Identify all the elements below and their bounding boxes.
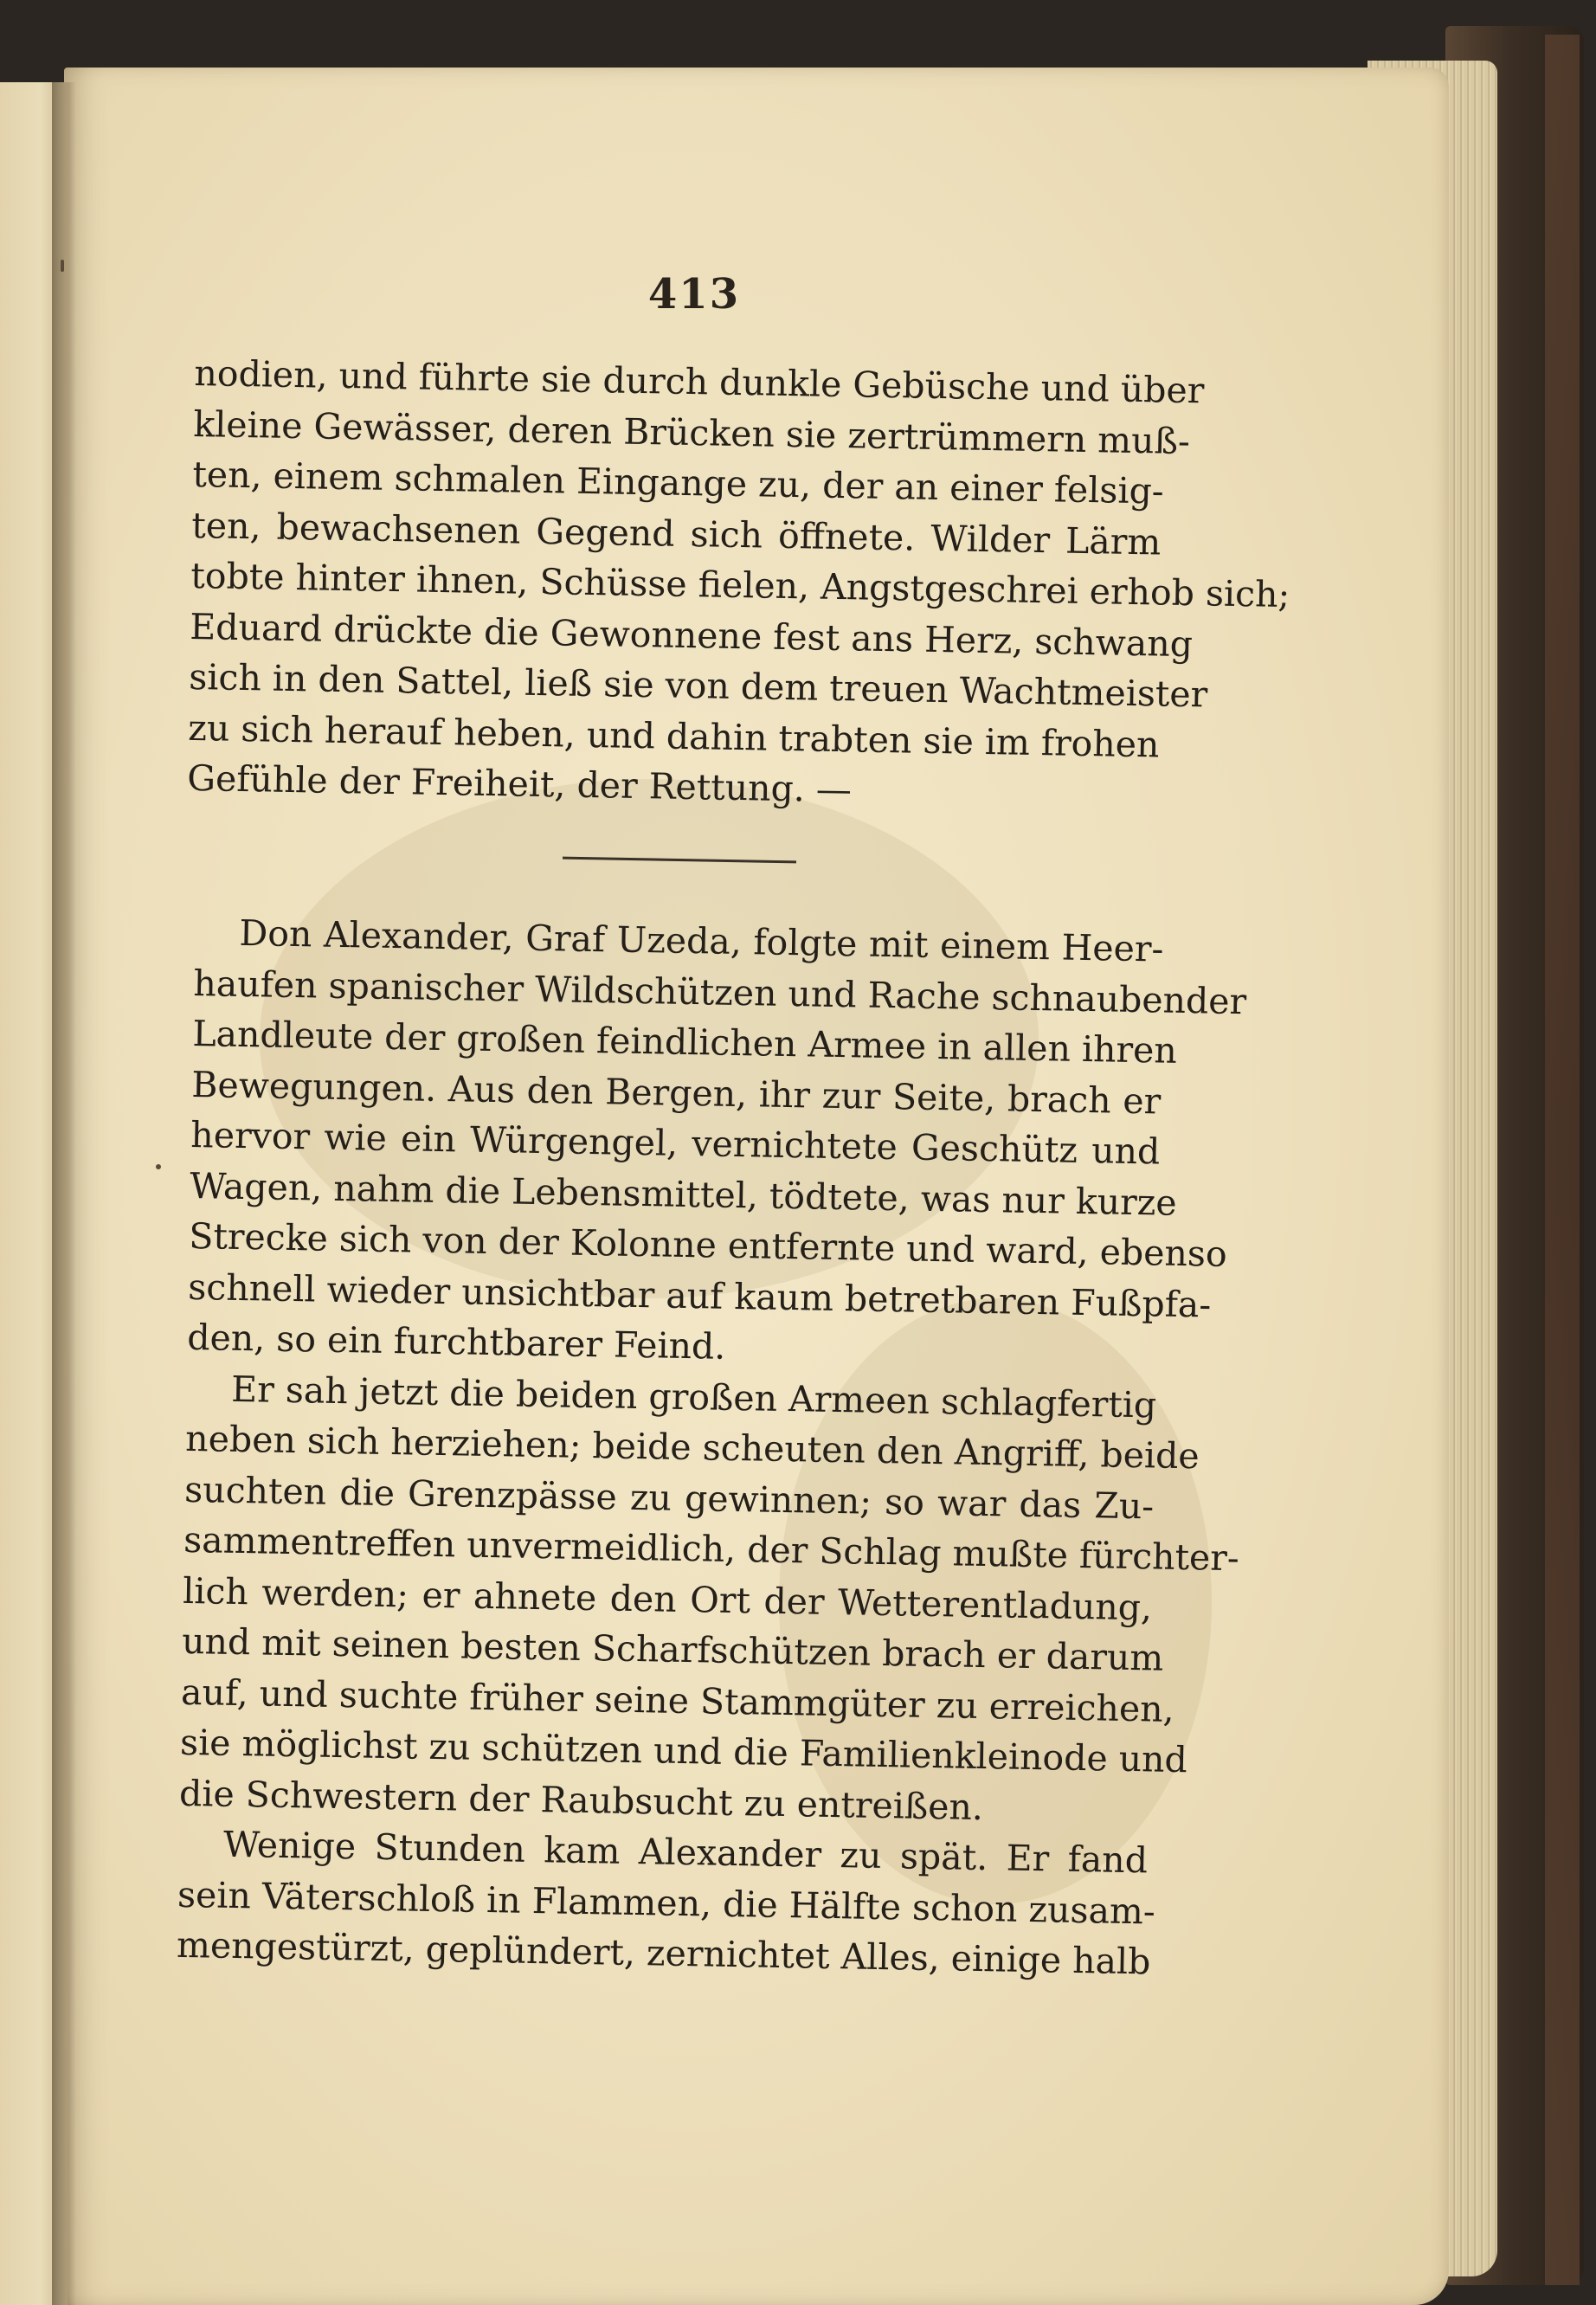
text-line: nodien, und führte sie durch dunkle Gebüsche und über xyxy=(194,351,1205,412)
text-line: und mit seinen besten Scharfschützen brach er darum xyxy=(181,1619,1164,1679)
text-line: schnell wieder unsichtbar auf kaum betretbaren Fußpfa- xyxy=(187,1265,1212,1326)
text-line: tobte hinter ihnen, Schüsse fielen, Angstgeschrei erhob sich; xyxy=(190,554,1290,616)
text-block-main xyxy=(176,907,1247,1987)
text-line: mengestürzt, geplündert, zernichtet Alles, einige halb xyxy=(176,1923,1151,1983)
text-line: sich in den Sattel, ließ sie von dem treuen Wachtmeister xyxy=(188,655,1208,716)
text-line: die Schwestern der Raubsucht zu entreißen. xyxy=(178,1772,984,1828)
text-line: kleine Gewässer, deren Brücken sie zertrümmern muß- xyxy=(193,402,1191,462)
text-line: sein Väterschloß in Flammen, die Hälfte schon zusam- xyxy=(177,1873,1156,1933)
text-line: Strecke sich von der Kolonne entfernte und ward, ebenso xyxy=(188,1214,1228,1275)
text-line: auf, und suchte früher seine Stammgüter zu erreichen, xyxy=(180,1671,1175,1730)
cover-edge xyxy=(1545,35,1580,2285)
text-line: ten, bewachsenen Gegend sich öffnete. Wilder Lärm xyxy=(191,504,1162,563)
text-line: sammentreffen unvermeidlich, der Schlag mußte fürchter- xyxy=(183,1518,1240,1580)
text-line: den, so ein furchtbarer Feind. xyxy=(186,1316,726,1368)
text-line: Wenige Stunden kam Alexander zu spät. Er fand xyxy=(222,1823,1149,1882)
text-line: Gefühle der Freiheit, der Rettung. — xyxy=(186,757,853,811)
text-line: Wagen, nahm die Lebensmittel, tödtete, was nur kurze xyxy=(189,1164,1178,1224)
text-line: ten, einem schmalen Eingange zu, der an einer felsig- xyxy=(192,453,1165,512)
text-block-top xyxy=(186,348,1290,821)
text-line: neben sich herziehen; beide scheuten den Angriff, beide xyxy=(184,1417,1200,1478)
ink-speck xyxy=(156,1164,161,1169)
text-line: Landleute der großen feindlichen Armee in allen ihren xyxy=(192,1012,1178,1072)
text-line: sie möglichst zu schützen und die Familienkleinode und xyxy=(179,1721,1188,1781)
text-line: haufen spanischer Wildschützen und Rache schnaubender xyxy=(193,962,1247,1022)
page-number: 413 xyxy=(647,270,741,319)
text-line: Er sah jetzt die beiden großen Armeen schlagfertig xyxy=(230,1368,1157,1426)
text-line: suchten die Grenzpässe zu gewinnen; so war das Zu- xyxy=(183,1468,1155,1527)
text-line: Eduard drückte die Gewonnene fest ans Herz, schwang xyxy=(189,605,1194,665)
text-line: zu sich herauf heben, und dahin trabten sie im frohen xyxy=(187,706,1160,766)
gutter-shadow xyxy=(52,82,76,2305)
text-line: Don Alexander, Graf Uzeda, folgte mit einem Heer- xyxy=(239,911,1164,970)
text-line: lich werden; er ahnete den Ort der Wetterentladung, xyxy=(182,1569,1153,1628)
ink-speck xyxy=(61,260,64,272)
text-line: Bewegungen. Aus den Bergen, ihr zur Seite, brach er xyxy=(191,1063,1162,1123)
text-line: hervor wie ein Würgengel, vernichtete Geschütz und xyxy=(190,1113,1161,1173)
